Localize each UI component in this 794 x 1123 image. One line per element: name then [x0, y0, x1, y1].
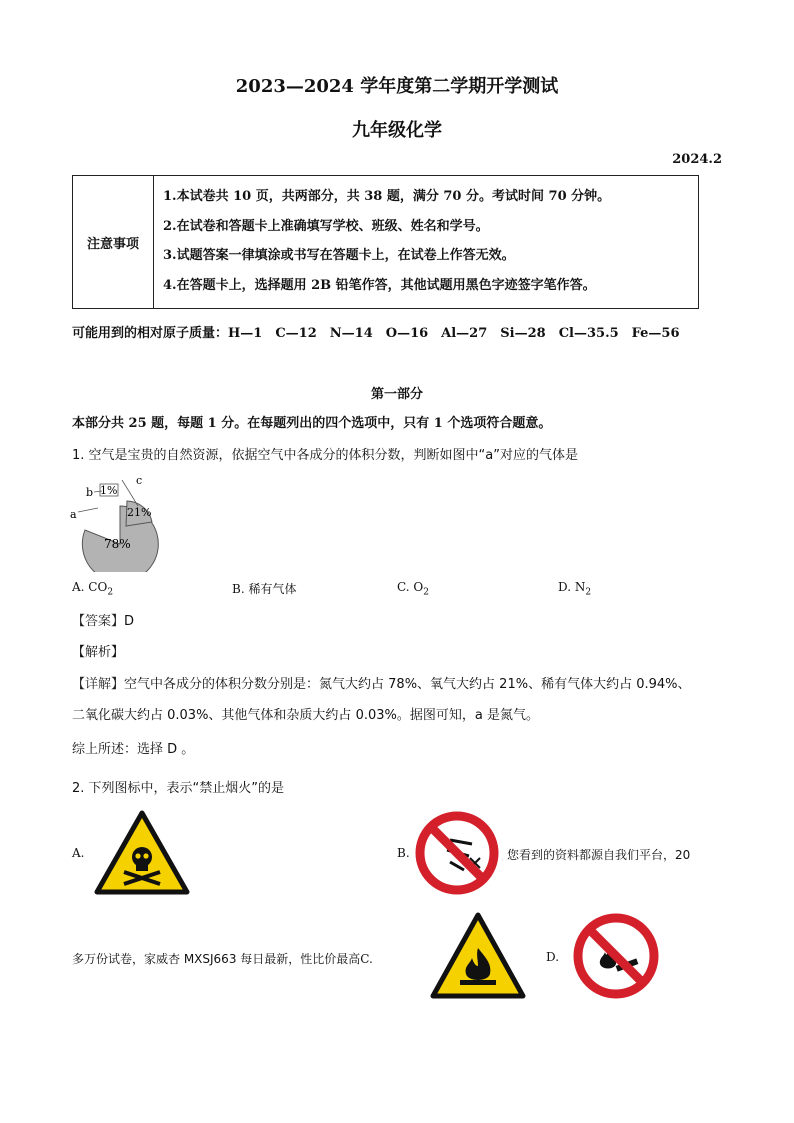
q1-detail-line-1: 【详解】空气中各成分的体积分数分别是：氮气大约占 78%、氧气大约占 21%、稀有气体大约占 0.94%、 [72, 677, 691, 692]
watermark-line-1: 您看到的资料都源自我们平台，20 [507, 848, 691, 862]
q1-analysis-tag: 【解析】 [72, 645, 125, 660]
air-composition-pie-chart [70, 472, 170, 572]
q1-option-c: C. $O_2$ [397, 580, 429, 598]
q1-option-a: A. $CO_2$ [72, 580, 114, 598]
note-item-3: 3.试题答案一律填涂或书写在答题卡上，在试卷上作答无效。 [163, 248, 515, 263]
q2-option-b-label: B. [397, 846, 410, 860]
no-fireworks-icon [414, 810, 500, 896]
pie-label-a: a [70, 508, 77, 521]
exam-date: 2024.2 [672, 152, 722, 167]
pie-pct-b: 1% [100, 484, 118, 497]
q2-option-c-label: C. [360, 952, 373, 966]
pie-pct-a: 78% [104, 537, 131, 551]
q2-stem: 2. 下列图标中，表示“禁止烟火”的是 [72, 781, 285, 796]
pie-pct-c: 21% [127, 506, 152, 519]
atomic-mass-line: 可能用到的相对原子质量：H—1 C—12 N—14 O—16 Al—27 Si—28 Cl—35.5 Fe—56 [72, 326, 680, 341]
no-smoking-fire-icon [572, 912, 660, 1000]
part-title: 第一部分 [370, 387, 423, 402]
exam-subtitle: 九年级化学 [352, 120, 442, 141]
exam-title: 2023—2024 学年度第二学期开学测试 [235, 76, 559, 97]
q1-stem: 1. 空气是宝贵的自然资源，依据空气中各成分的体积分数，判断如图中“a”对应的气体是 [72, 448, 578, 463]
q1-summary: 综上所述：选择 D 。 [72, 742, 195, 757]
q1-detail-line-2: 二氧化碳大约占 0.03%、其他气体和杂质大约占 0.03%。据图可知，a 是氮气。 [72, 708, 539, 723]
q2-option-a-label: A. [72, 846, 85, 860]
watermark-line-2: 多万份试卷，家威杏 MXSJ663 每日最新，性比价最高C. [72, 952, 373, 966]
q2-option-d-label: D. [546, 950, 560, 964]
note-item-2: 2.在试卷和答题卡上准确填写学校、班级、姓名和学号。 [163, 218, 489, 234]
toxic-warning-icon [94, 810, 190, 896]
q1-option-d: D. $N_2$ [558, 580, 592, 598]
note-item-1: 1.本试卷共 10 页，共两部分，共 38 题，满分 70 分。考试时间 70 分钟。 [163, 189, 611, 204]
note-item-4: 4.在答题卡上，选择题用 2B 铅笔作答，其他试题用黑色字迹签字笔作答。 [163, 277, 596, 293]
q1-answer: 【答案】D [72, 614, 135, 629]
pie-label-b: b [86, 486, 94, 499]
notes-items [154, 176, 698, 308]
notes-table [72, 175, 699, 309]
flammable-warning-icon [430, 912, 526, 1000]
notes-label: 注意事项 [73, 176, 154, 308]
part-instruction: 本部分共 25 题，每题 1 分。在每题列出的四个选项中，只有 1 个选项符合题意。 [72, 416, 552, 431]
pie-label-c: c [136, 474, 143, 487]
q1-option-b: B. 稀有气体 [232, 582, 297, 596]
